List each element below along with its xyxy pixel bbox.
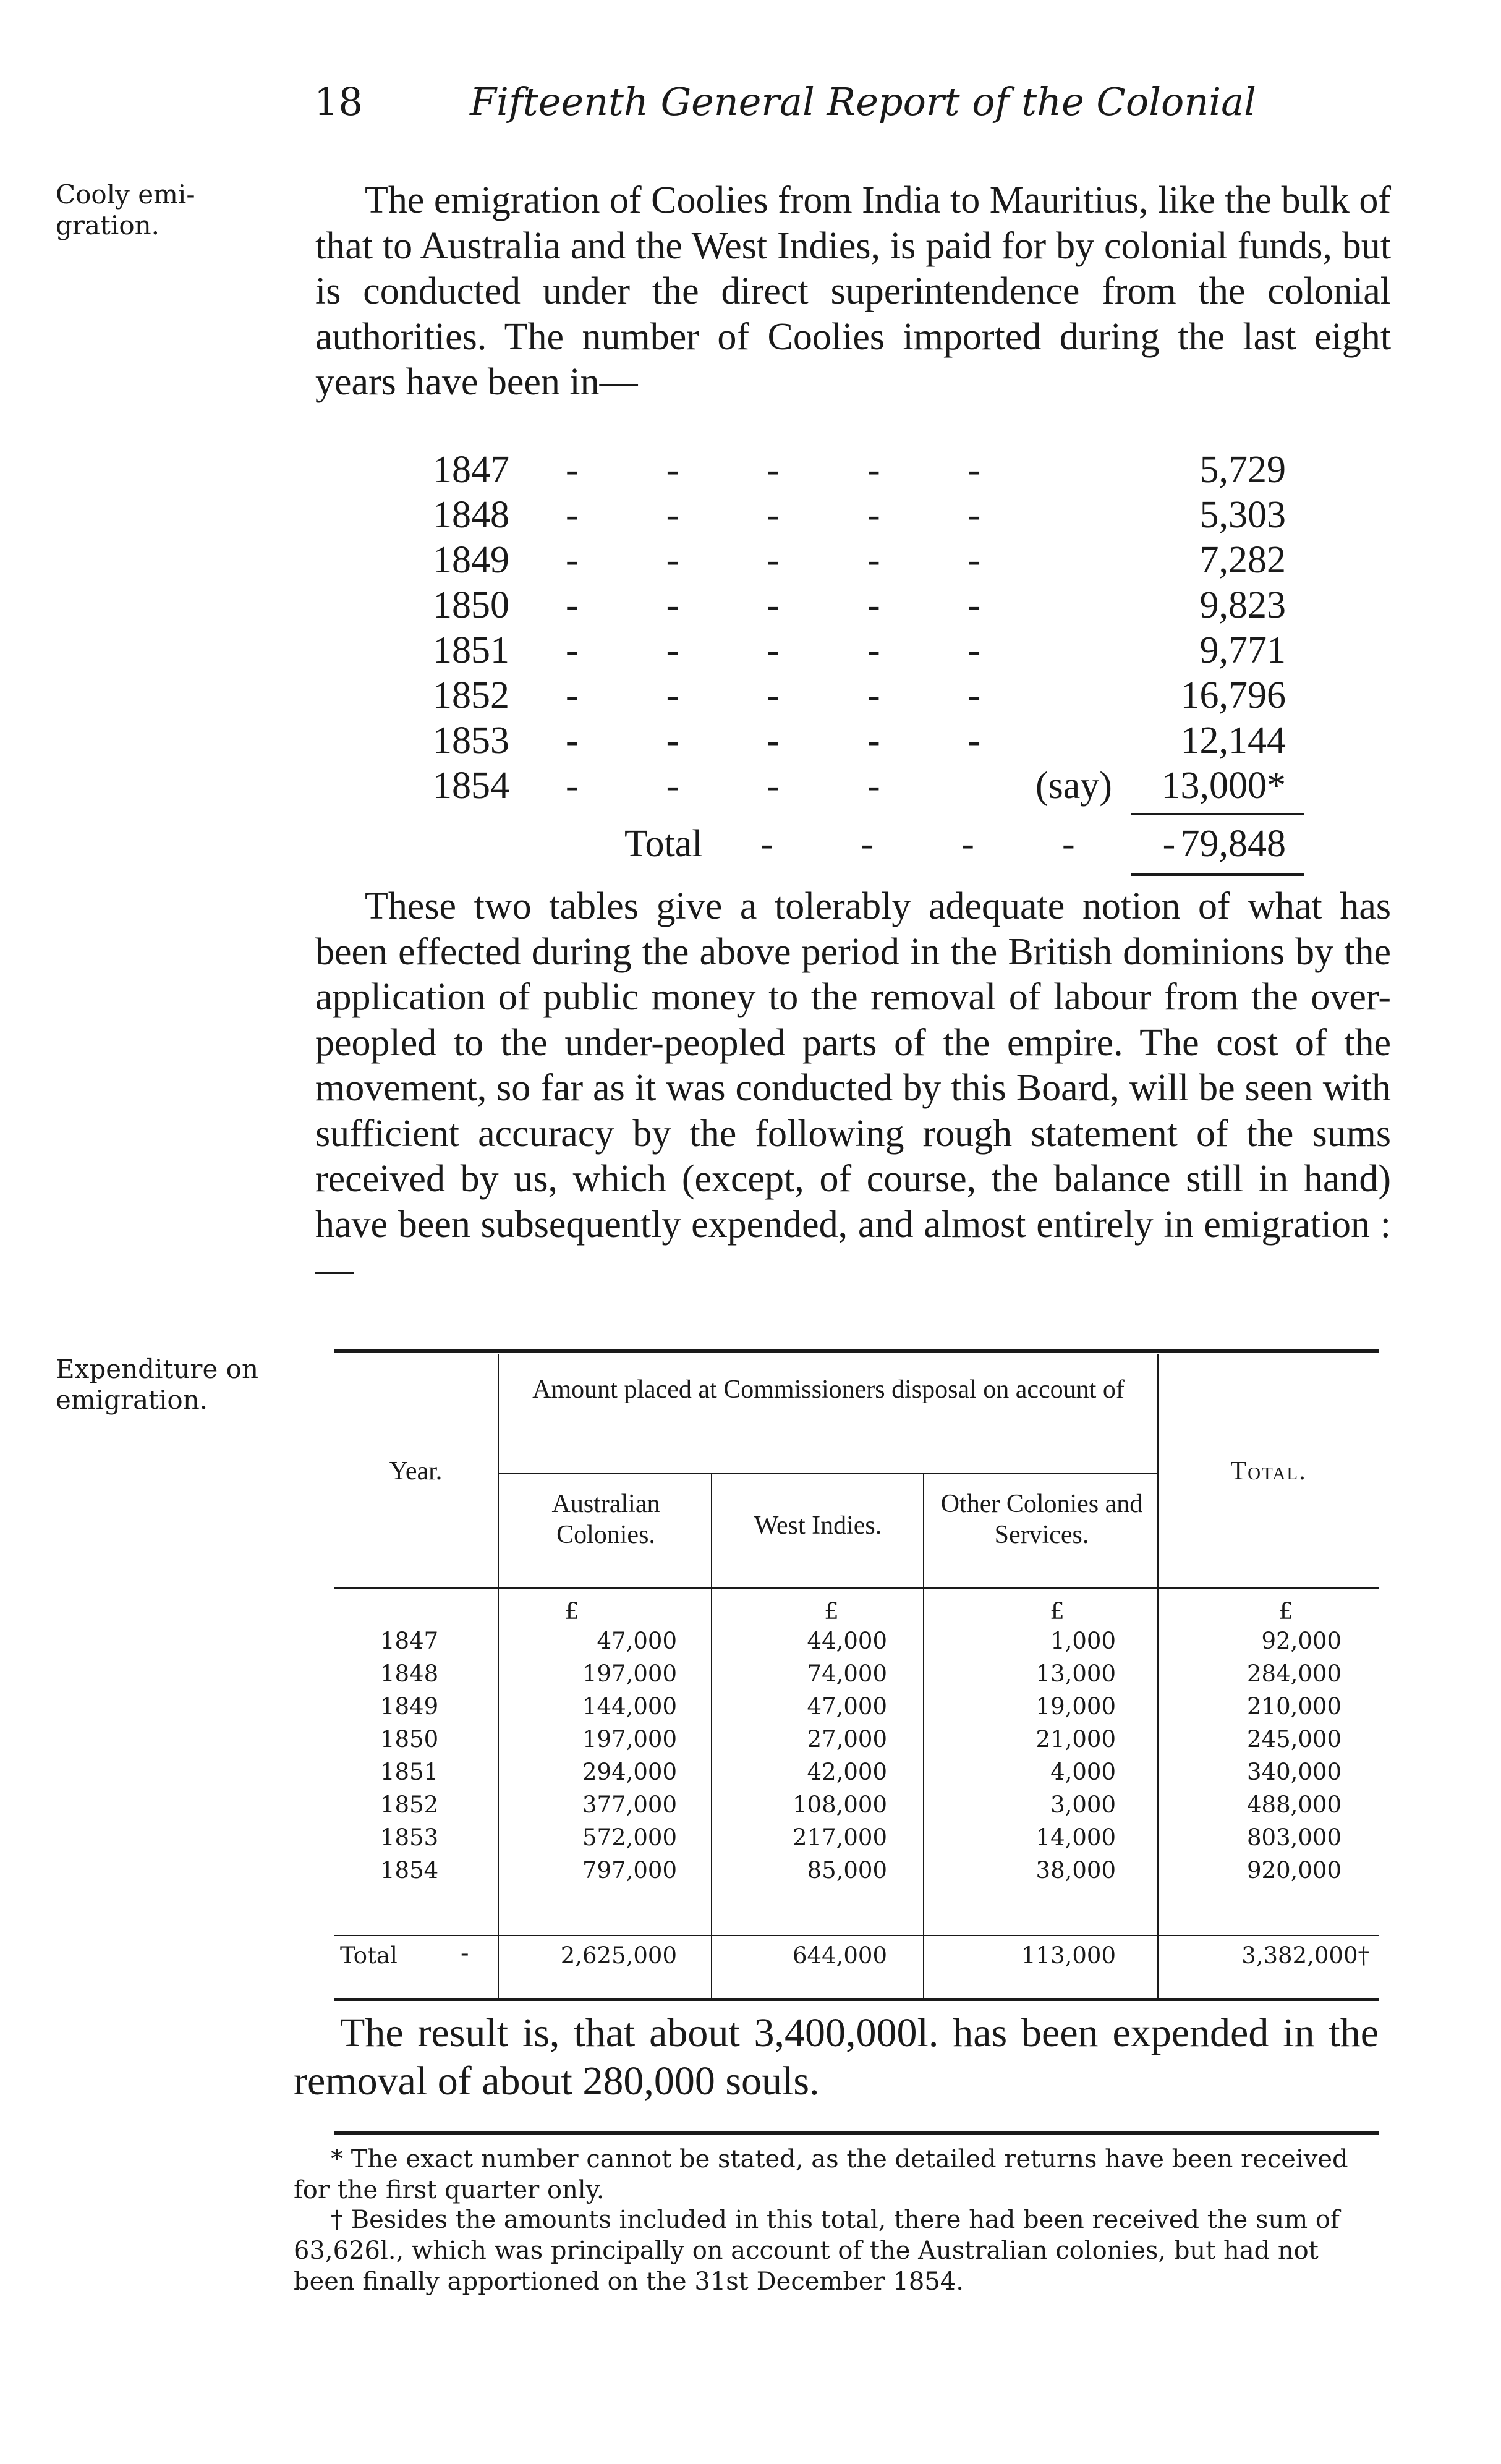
australian-cell: 294,000: [582, 1759, 677, 1785]
margin-note-cooly-emigration: Cooly emi-gration.: [56, 179, 195, 240]
total-cell: 488,000: [1246, 1791, 1342, 1818]
column-rule: [1157, 1354, 1159, 1998]
margin-note-expenditure: Expenditure on emigration.: [56, 1354, 259, 1415]
west-indies-cell: 217,000: [792, 1824, 887, 1851]
dot-leader: - - - - -: [566, 584, 982, 626]
running-title: Fifteenth General Report of the Colonial: [470, 79, 1256, 124]
currency-symbol: £: [824, 1598, 839, 1625]
west-indies-cell: 74,000: [807, 1660, 887, 1687]
coolie-count: 13,000*: [1161, 765, 1286, 807]
dot-leader: - - - -: [566, 765, 882, 807]
coolie-year: 1854: [433, 765, 509, 807]
coolie-count: 9,823: [1199, 584, 1286, 626]
footnote-rule: [334, 2131, 1379, 2135]
dot-leader: - - - - -: [566, 629, 982, 671]
dot-leader: - - - - -: [566, 539, 982, 581]
australian-cell: 47,000: [597, 1628, 677, 1654]
year-cell: 1853: [380, 1824, 439, 1851]
west-indies-cell: 42,000: [807, 1759, 887, 1785]
page-number: 18: [314, 79, 363, 124]
west-indies-cell: 85,000: [807, 1857, 887, 1884]
coolie-count: 5,303: [1199, 494, 1286, 536]
dot-leader: - - - - -: [566, 449, 982, 491]
other-cell: 1,000: [1050, 1628, 1116, 1654]
paragraph-tables-summary: These two tables give a tolerably adequate notion of what has been effected during the above period in the British dominions by the application of public money to the removal of labour from the over-peopled to the under-peopled parts of the empire. The cost of the movement, so far as it was conducted by this Board, will be seen with sufficient accuracy by the following rough statement of the sums received by us, which (except, of course, the balance still in hand) have been subsequently expended, and almost entirely in emigration :—: [315, 885, 1391, 1291]
australian-cell: 197,000: [582, 1726, 677, 1752]
header-bottom-rule: [334, 1587, 1379, 1589]
double-rule: [1131, 873, 1304, 876]
sum-rule: [1131, 813, 1304, 815]
year-cell: 1850: [380, 1726, 439, 1752]
header-year: Year.: [389, 1457, 443, 1485]
total-row-rule: [334, 1935, 1379, 1936]
west-indies-total: 644,000: [792, 1942, 887, 1969]
header-australian: Australian Colonies.: [551, 1490, 660, 1549]
australian-total: 2,625,000: [560, 1942, 677, 1969]
total-cell: 803,000: [1246, 1824, 1342, 1851]
coolie-count: 12,144: [1180, 720, 1286, 762]
coolie-year: 1852: [433, 674, 509, 716]
header-total: Total.: [1230, 1457, 1307, 1485]
column-rule: [711, 1474, 712, 1998]
other-cell: 14,000: [1035, 1824, 1116, 1851]
coolie-say-note: (say): [1035, 765, 1112, 807]
total-cell: 340,000: [1246, 1759, 1342, 1785]
other-cell: 21,000: [1035, 1726, 1116, 1752]
west-indies-cell: 108,000: [792, 1791, 887, 1818]
coolie-count: 7,282: [1199, 539, 1286, 581]
other-total: 113,000: [1021, 1942, 1116, 1969]
column-rule: [498, 1354, 499, 1998]
coolie-year: 1850: [433, 584, 509, 626]
other-cell: 13,000: [1035, 1660, 1116, 1687]
coolie-total-value: 79,848: [1180, 823, 1286, 865]
coolie-count: 16,796: [1180, 674, 1286, 716]
year-cell: 1847: [380, 1628, 439, 1654]
coolie-year: 1853: [433, 720, 509, 762]
total-cell: 245,000: [1246, 1726, 1342, 1752]
coolie-year: 1848: [433, 494, 509, 536]
grand-total: 3,382,000†: [1241, 1942, 1369, 1969]
header-rule: [498, 1473, 1157, 1474]
west-indies-cell: 47,000: [807, 1693, 887, 1720]
year-cell: 1849: [380, 1693, 439, 1720]
result-paragraph: The result is, that about 3,400,000l. has been expended in the removal of about 280,000 souls.: [294, 2010, 1379, 2104]
header-other-colonies: Other Colonies and Services.: [940, 1490, 1143, 1549]
year-cell: 1848: [380, 1660, 439, 1687]
other-cell: 19,000: [1035, 1693, 1116, 1720]
coolie-count: 9,771: [1199, 629, 1286, 671]
footnote-asterisk: * The exact number cannot be stated, as the detailed returns have been received for the first quarter only.: [294, 2145, 1348, 2204]
coolie-year: 1849: [433, 539, 509, 581]
coolie-count: 5,729: [1199, 449, 1286, 491]
other-cell: 4,000: [1050, 1759, 1116, 1785]
dot-leader: - - - - -: [760, 823, 1177, 865]
coolie-year: 1851: [433, 629, 509, 671]
year-cell: 1854: [380, 1857, 439, 1884]
west-indies-cell: 44,000: [807, 1628, 887, 1654]
australian-cell: 797,000: [582, 1857, 677, 1884]
australian-cell: 377,000: [582, 1791, 677, 1818]
dot-leader: - - - - -: [566, 674, 982, 716]
australian-cell: 572,000: [582, 1824, 677, 1851]
total-cell: 92,000: [1261, 1628, 1342, 1654]
column-rule: [923, 1474, 924, 1998]
table-bottom-rule: [334, 1998, 1379, 2001]
currency-symbol: £: [1278, 1598, 1293, 1625]
year-cell: 1851: [380, 1759, 439, 1785]
paragraph-cooly-emigration: The emigration of Coolies from India to Mauritius, like the bulk of that to Australia and the West Indies, is paid for by colonial funds, but is conducted under the direct superintendence from the colonial authorities. The number of Coolies imported during the last eight years have been in—: [315, 179, 1391, 403]
australian-cell: 144,000: [582, 1693, 677, 1720]
west-indies-cell: 27,000: [807, 1726, 887, 1752]
header-west-indies: West Indies.: [754, 1511, 882, 1540]
year-cell: 1852: [380, 1791, 439, 1818]
dot-leader: - - - - -: [566, 494, 982, 536]
other-cell: 3,000: [1050, 1791, 1116, 1818]
total-cell: 284,000: [1246, 1660, 1342, 1687]
dot-leader: -: [461, 1939, 469, 1968]
footnote-dagger: † Besides the amounts included in this total, there had been received the sum of 63,626l., which was principally on account of the Australian colonies, but had not been finally apportioned on the 31st December 1854.: [294, 2206, 1340, 2296]
total-row-label: Total: [340, 1942, 398, 1969]
total-cell: 920,000: [1246, 1857, 1342, 1884]
header-amount-group: Amount placed at Commissioners disposal on account of: [532, 1375, 1125, 1404]
currency-symbol: £: [564, 1598, 579, 1625]
total-cell: 210,000: [1246, 1693, 1342, 1720]
table-top-rule: [334, 1349, 1379, 1353]
australian-cell: 197,000: [582, 1660, 677, 1687]
coolie-total-label: Total: [624, 823, 703, 865]
currency-symbol: £: [1050, 1598, 1065, 1625]
dot-leader: - - - - -: [566, 720, 982, 762]
other-cell: 38,000: [1035, 1857, 1116, 1884]
coolie-year: 1847: [433, 449, 509, 491]
